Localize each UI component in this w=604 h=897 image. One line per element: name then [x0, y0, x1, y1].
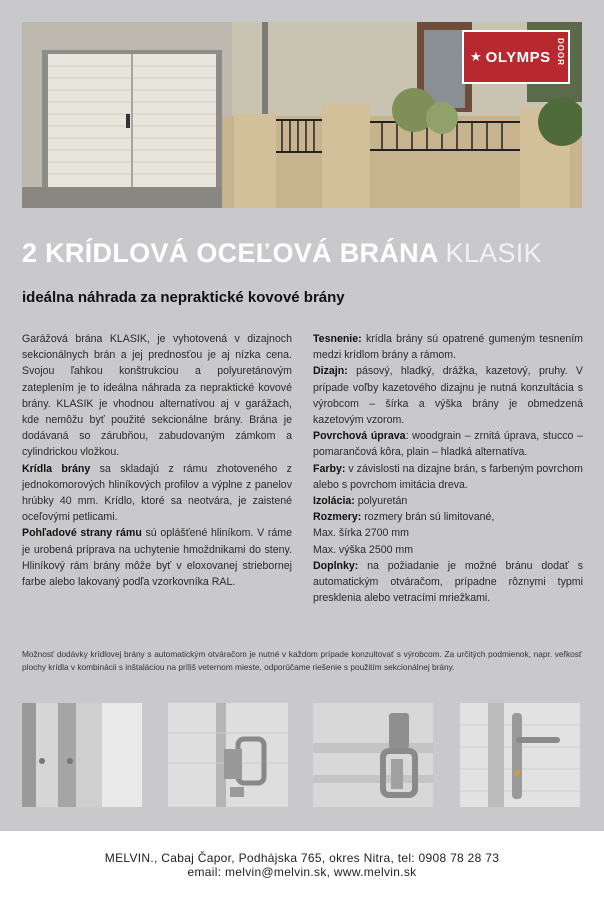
- olymps-door-logo: [462, 30, 570, 84]
- detail-photo-latch: [313, 703, 433, 807]
- brand-sub: DOOR: [556, 38, 565, 66]
- paragraph-label: Pohľadové strany rámu: [22, 527, 142, 540]
- spec-item: Dizajn: pásový, hladký, drážka, kazetový, pruhy. V prípade voľby kazetového dizajnu je nutná konzultácia s výrobcom – šírka a výška brány je obmedzená kazetovým vzorom.: [313, 365, 583, 427]
- brand-name: OLYMPS: [485, 48, 551, 66]
- door-handle-image: [460, 703, 580, 807]
- spec-item: Max. šírka 2700 mm: [313, 527, 409, 540]
- footnote: Možnosť dodávky krídlovej brány s automatickým otváračom je nutné v každom prípade konzultovať s výrobcom. Za určitých podmienok, napr. veľkosť plochy krídla v kombinácii s inštaláciou na príliš veternom mieste, odporúčame riešenie s použitím sekcionálnej brány.: [22, 649, 582, 672]
- spec-item: Doplnky: na požiadanie je možné bránu dodať s automatickým otváračom, prípadne rôznymi typmi presklenia alebo vetracími mriežkami.: [313, 559, 583, 605]
- hero-photo: [22, 22, 582, 208]
- title-main: 2 KRÍDLOVÁ OCEĽOVÁ BRÁNA: [22, 238, 438, 268]
- paragraph: Garážová brána KLASIK, je vyhotovená v dizajnoch sekcionálnych brán a jej prednosťou je aj nízka cena. Svojou ľahkou konštrukciou a polyuretánovým zateplením je to ideálna náhrada za nepraktické kovové brány. KLASIK je vhodnou alternatívou aj v garážach, kde nemôžu byť použité sekcionálne brány. Brána je dodávaná so zárubňou, zabudovaným zámkom a cylindrickou vložkou.: [22, 333, 292, 459]
- detail-photo-handle: [460, 703, 580, 807]
- paragraph-label: Krídla brány: [22, 462, 91, 475]
- page-title: [22, 238, 542, 269]
- spec-label: Povrchová úprava: [313, 430, 406, 443]
- spec-item: Max. výška 2500 mm: [313, 543, 414, 556]
- right-column: [313, 331, 583, 606]
- footer-address: MELVIN., Cabaj Čapor, Podhájska 765, okres Nitra, tel: 0908 78 28 73: [104, 851, 500, 865]
- paragraph: Pohľadové strany rámu sú oplášťené hliníkom. V ráme je urobená príprava na uchytenie hmoždnikami do steny. Hliníkový rám brány môže byť v eloxovanej striebornej farbe alebo lakovaný podľa vzorkovníka RAL.: [22, 527, 292, 589]
- spec-label: Dizajn:: [313, 365, 348, 378]
- left-column: [22, 331, 292, 590]
- detail-photo-frame: [22, 703, 142, 807]
- detail-photo-hinge: [168, 703, 288, 807]
- star-icon: ★: [470, 49, 482, 64]
- spec-label: Farby:: [313, 462, 346, 475]
- spec-item: Tesnenie: krídla brány sú opatrené gumeným tesnením medzi krídlom brány a rámom.: [313, 333, 583, 362]
- spec-item: Povrchová úprava: woodgrain – zrnitá úprava, stucco – pomarančová kôra, plain – hladká alternatíva.: [313, 430, 583, 459]
- spec-label: Rozmery:: [313, 511, 362, 524]
- spec-item: Rozmery: rozmery brán sú limitované,: [313, 511, 495, 524]
- spec-label: Doplnky:: [313, 559, 359, 572]
- footer-contact: email: melvin@melvin.sk, www.melvin.sk: [187, 865, 417, 879]
- spec-item: Farby: v závislosti na dizajne brán, s farbeným povrchom alebo s povrchom imitácia dreva.: [313, 462, 583, 491]
- hinge-image: [168, 703, 288, 807]
- footer: [0, 831, 604, 897]
- frame-profile-image: [22, 703, 142, 807]
- title-accent: KLASIK: [445, 238, 542, 268]
- page-subtitle: ideálna náhrada za nepraktické kovové brány: [22, 289, 345, 306]
- spec-label: Izolácia:: [313, 495, 355, 508]
- spec-label: Tesnenie:: [313, 333, 362, 345]
- spec-item: Izolácia: polyuretán: [313, 495, 408, 508]
- latch-image: [313, 703, 433, 807]
- paragraph: Krídla brány sa skladajú z rámu zhotoveného z jednokomorových hliníkových profilov a výplne z panelov hrúbky 40 mm. Krídlo, ktoré sa neotvára, je zaistené oceľovými petlicami.: [22, 462, 292, 524]
